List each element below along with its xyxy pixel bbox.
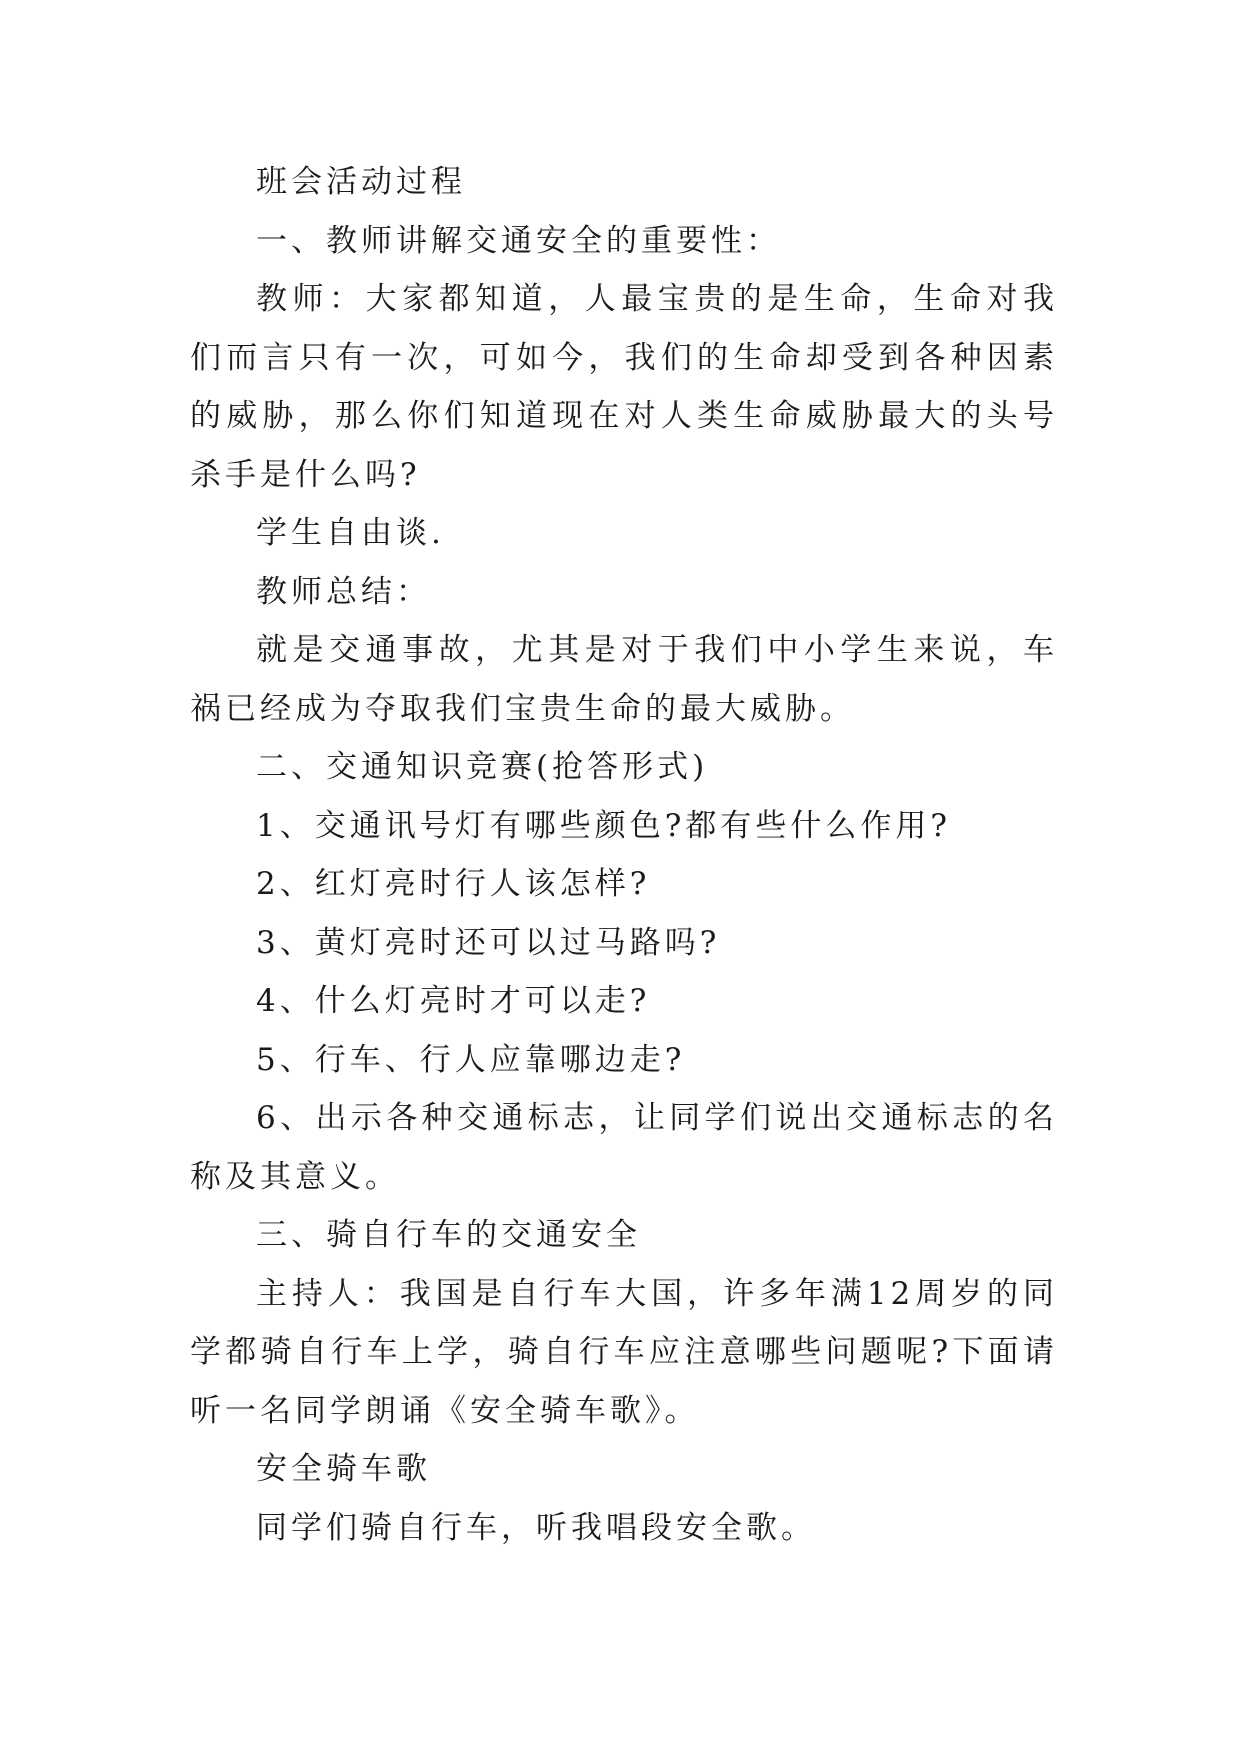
quiz-question-1: 1、交通讯号灯有哪些颜色?都有些什么作用? [256,807,951,844]
quiz-question-6: 6、出示各种交通标志，让同学们说出交通标志的名称及其意义。 [190,1100,1058,1195]
poem-title: 安全骑车歌 [256,1451,431,1487]
document-body [190,153,1058,1557]
section-heading-activity-process: 班会活动过程 [256,164,466,200]
paragraph-teacher-intro: 教师：大家都知道，人最宝贵的是生命，生命对我们而言只有一次，可如今，我们的生命却受到各种因素的威胁，那么你们知道现在对人类生命威胁最大的头号杀手是什么吗? [190,281,1058,493]
section-heading-part-one: 一、教师讲解交通安全的重要性： [256,222,781,259]
paragraph-teacher-summary-label: 教师总结： [256,573,431,610]
paragraph-teacher-summary: 就是交通事故，尤其是对于我们中小学生来说，车祸已经成为夺取我们宝贵生命的最大威胁。 [190,632,1058,727]
poem-line-1: 同学们骑自行车，听我唱段安全歌。 [256,1509,816,1546]
paragraph-students-discuss: 学生自由谈. [256,515,445,551]
quiz-question-3: 3、黄灯亮时还可以过马路吗? [256,924,721,961]
section-heading-part-three: 三、骑自行车的交通安全 [256,1217,641,1253]
quiz-question-5: 5、行车、行人应靠哪边走? [256,1041,686,1078]
section-heading-part-two: 二、交通知识竞赛(抢答形式) [256,749,709,785]
quiz-question-4: 4、什么灯亮时才可以走? [256,983,651,1019]
quiz-question-2: 2、红灯亮时行人该怎样? [256,866,651,902]
paragraph-host-intro: 主持人：我国是自行车大国，许多年满12周岁的同学都骑自行车上学，骑自行车应注意哪些问题呢?下面请听一名同学朗诵《安全骑车歌》。 [190,1275,1058,1429]
